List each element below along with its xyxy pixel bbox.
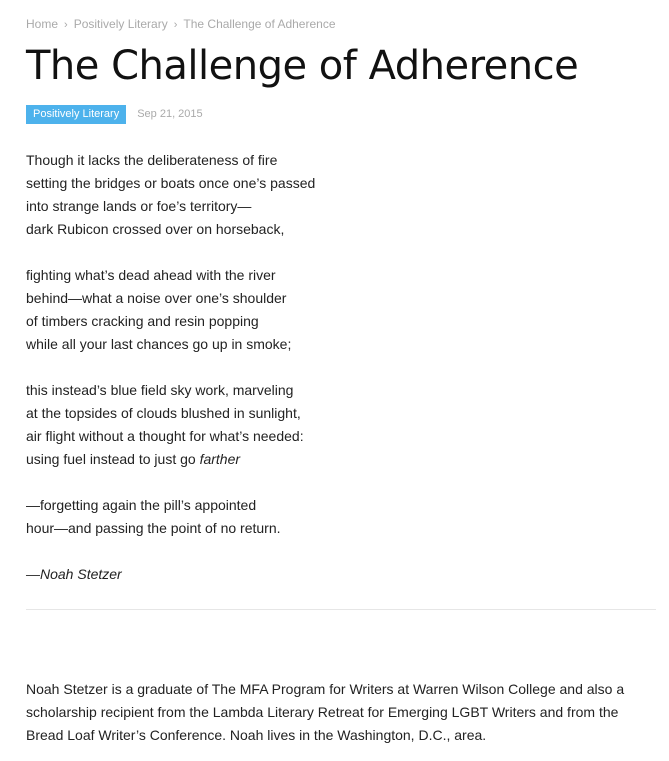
poem-line: fighting what’s dead ahead with the river bbox=[26, 267, 276, 283]
poem-stanza bbox=[26, 494, 315, 540]
chevron-right-icon: › bbox=[64, 19, 68, 31]
poem-signature: —Noah Stetzer bbox=[26, 566, 122, 582]
breadcrumb-current: The Challenge of Adherence bbox=[183, 17, 336, 31]
post-date: Sep 21, 2015 bbox=[137, 108, 203, 120]
author-bio: Noah Stetzer is a graduate of The MFA Program for Writers at Warren Wilson College and also a scholarship recipient from the Lambda Literary Retreat for Emerging LGBT Writers and from the Bread Loaf Writer’s Conference. Noah lives in the Washington, D.C., area. bbox=[26, 681, 625, 743]
poem-line: air flight without a thought for what’s needed: bbox=[26, 428, 304, 444]
poem-line: into strange lands or foe’s territory— bbox=[26, 198, 252, 214]
poem-line: behind—what a noise over one’s shoulder bbox=[26, 290, 287, 306]
poem-body bbox=[26, 149, 315, 586]
breadcrumb bbox=[26, 16, 336, 33]
poem-stanza bbox=[26, 379, 315, 471]
chevron-right-icon: › bbox=[173, 19, 178, 31]
poem-line: while all your last chances go up in smoke; bbox=[26, 336, 292, 352]
poem-line: —forgetting again the pill’s appointed bbox=[26, 497, 257, 513]
poem-line: dark Rubicon crossed over on horseback, bbox=[26, 221, 285, 237]
category-badge[interactable]: Positively Literary bbox=[26, 105, 126, 124]
poem-line bbox=[26, 448, 315, 471]
poem-line: Though it lacks the deliberateness of fire bbox=[26, 152, 278, 168]
poem-stanza bbox=[26, 264, 315, 356]
poem-stanza bbox=[26, 149, 315, 241]
poem-line: setting the bridges or boats once one’s passed bbox=[26, 175, 316, 191]
poem-line: hour—and passing the point of no return. bbox=[26, 520, 281, 536]
content-divider bbox=[26, 609, 656, 610]
breadcrumb-link-home[interactable]: Home bbox=[26, 17, 59, 31]
breadcrumb-link-category[interactable]: Positively Literary bbox=[73, 17, 168, 31]
page-title: The Challenge of Adherence bbox=[26, 43, 579, 89]
article-meta bbox=[26, 105, 203, 124]
poem-italic-word: farther bbox=[199, 451, 241, 467]
poem-line: this instead’s blue field sky work, marveling bbox=[26, 382, 294, 398]
poem-line: of timbers cracking and resin popping bbox=[26, 313, 259, 329]
poem-line: at the topsides of clouds blushed in sunlight, bbox=[26, 405, 301, 421]
poem-line-text: using fuel instead to just go bbox=[26, 451, 200, 467]
